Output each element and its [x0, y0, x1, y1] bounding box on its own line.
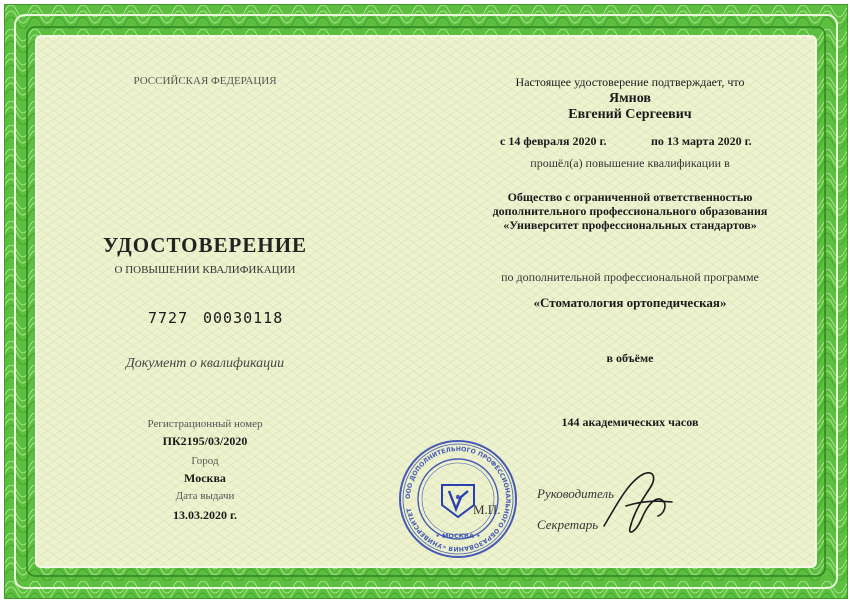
volume-value: 144 академических часов [561, 415, 699, 429]
city-value: Москва [184, 471, 226, 485]
document-type: Документ о квалификации [125, 356, 285, 371]
document-subtitle: О ПОВЫШЕНИИ КВАЛИФИКАЦИИ [114, 264, 296, 276]
organization-line-2: дополнительного профессионального образования [492, 204, 768, 218]
issue-date-value: 13.03.2020 г. [172, 508, 238, 522]
official-seal [397, 438, 519, 560]
document-number: 00030118 [203, 309, 284, 327]
seal-place-label: М.П. [473, 502, 501, 517]
organization-line-1: Общество с ограниченной ответственностью [507, 190, 753, 204]
passed-text: прошёл(а) повышение квалификации в [530, 156, 730, 170]
handwritten-signature [596, 466, 680, 538]
registration-number: ПК2195/03/2020 [162, 434, 248, 448]
intro-text: Настоящее удостоверение подтверждает, что [515, 75, 745, 89]
period-end: по 13 марта 2020 г. [651, 134, 752, 148]
country-label: РОССИЙСКАЯ ФЕДЕРАЦИЯ [133, 75, 277, 87]
holder-given-names: Евгений Сергеевич [568, 107, 692, 122]
issue-date-label: Дата выдачи [175, 490, 235, 502]
head-signature-label: Руководитель [537, 486, 615, 501]
document-title: УДОСТОВЕРЕНИЕ [102, 233, 308, 257]
program-name: «Стоматология ортопедическая» [533, 295, 727, 310]
document-series: 7727 [148, 309, 189, 327]
program-label: по дополнительной профессиональной программе [501, 270, 759, 284]
svg-text:ООО ДОПОЛНИТЕЛЬНОГО ПРОФЕССИОН: ООО ДОПОЛНИТЕЛЬНОГО ПРОФЕССИОНАЛЬНОГО ОБРАЗОВАНИЯ «УНИВЕРСИТЕТ [404, 445, 512, 553]
city-label: Город [191, 455, 219, 467]
secretary-signature-label: Секретарь [537, 517, 599, 532]
period-start: с 14 февраля 2020 г. [500, 134, 607, 148]
organization-line-3: «Университет профессиональных стандартов» [503, 218, 757, 232]
registration-label: Регистрационный номер [147, 418, 263, 430]
svg-text:• МОСКВА •: • МОСКВА • [435, 532, 481, 540]
holder-surname: Ямнов [609, 91, 651, 106]
volume-label: в объёме [606, 351, 654, 365]
